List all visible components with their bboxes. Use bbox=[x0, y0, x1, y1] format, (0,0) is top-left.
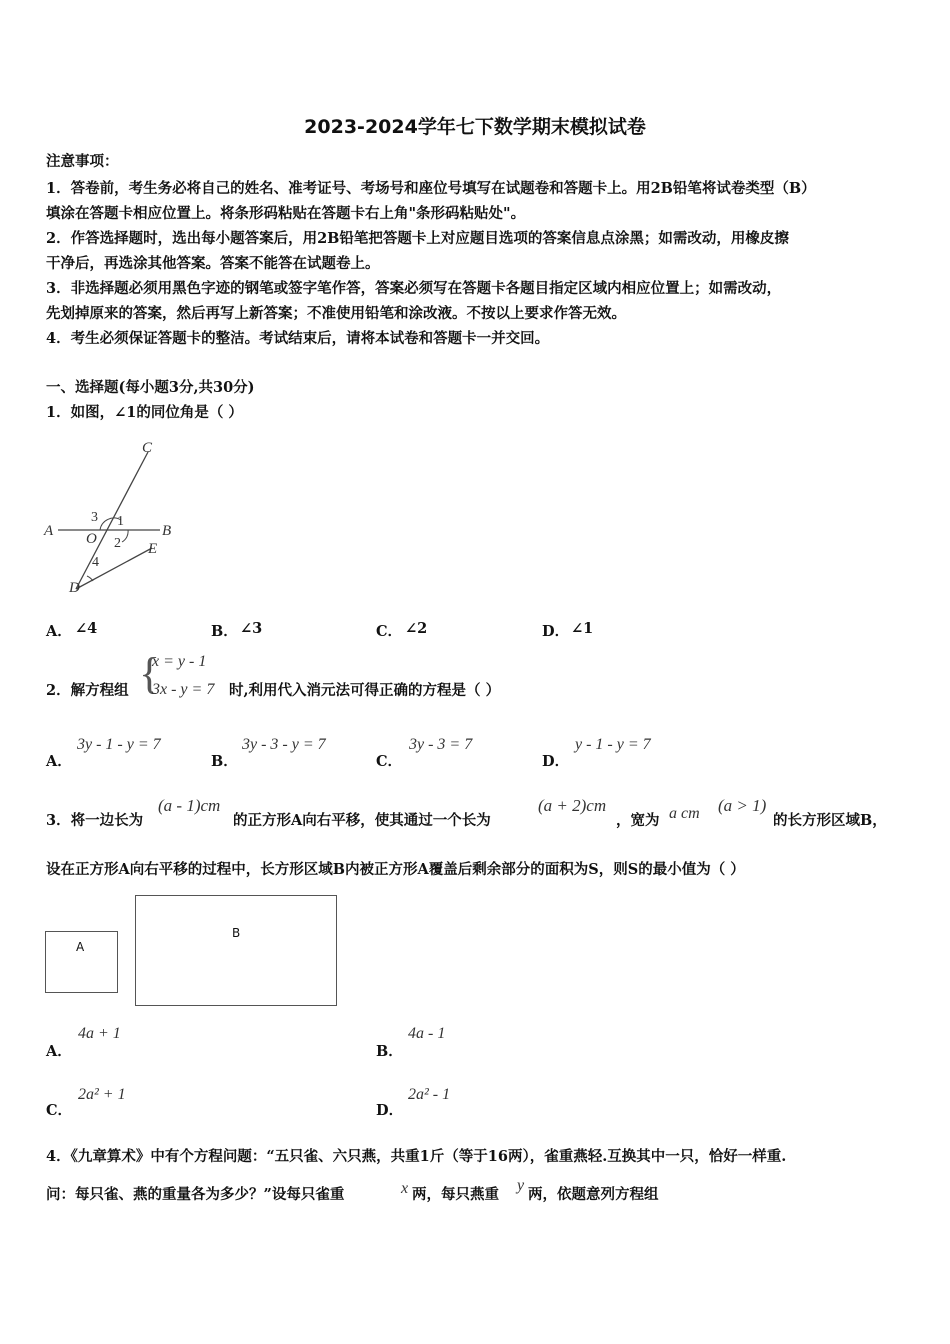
notice-heading: 注意事项： bbox=[46, 153, 119, 170]
option-text: ∠2 bbox=[405, 620, 428, 637]
option-label: A． bbox=[46, 1043, 72, 1060]
option-text: 4a - 1 bbox=[408, 1025, 446, 1042]
variable-x: x bbox=[401, 1180, 409, 1197]
option-label: B． bbox=[211, 753, 238, 770]
square-a-label: A bbox=[76, 940, 85, 954]
option-text: 3y - 3 = 7 bbox=[409, 736, 473, 753]
question-3-text: ，宽为 bbox=[616, 812, 660, 829]
question-3-text: 的长方形区域B， bbox=[773, 812, 887, 829]
notice-line: 先划掉原来的答案，然后再写上新答案；不准使用铅笔和涂改液。不按以上要求作答无效。 bbox=[46, 305, 626, 322]
angle-3-label: 3 bbox=[91, 510, 98, 525]
option-label: C． bbox=[376, 623, 403, 640]
math-expression: (a + 2)cm bbox=[538, 796, 607, 815]
question-1-stem: 1．如图，∠1的同位角是（ ） bbox=[46, 404, 243, 421]
angle-1-label: 1 bbox=[117, 514, 124, 529]
point-b-label: B bbox=[162, 523, 172, 539]
brace-symbol: { bbox=[139, 649, 161, 698]
notice-line: 1．答卷前，考生务必将自己的姓名、准考证号、考场号和座位号填写在试题卷和答题卡上。用2B铅笔将试卷类型（B） bbox=[46, 180, 816, 197]
question-4-line: 两，每只燕重 bbox=[412, 1186, 499, 1203]
option-label: B． bbox=[376, 1043, 403, 1060]
point-o-label: O bbox=[86, 531, 97, 547]
question-4-line: 4．《九章算术》中有个方程问题：“五只雀、六只燕，共重1斤（等于16两），雀重燕轻.互换其中一只，恰好一样重. bbox=[46, 1148, 787, 1165]
option-text: ∠1 bbox=[571, 620, 594, 637]
point-c-label: C bbox=[142, 440, 153, 456]
angle-4-label: 4 bbox=[92, 555, 99, 570]
math-expression: a cm bbox=[669, 805, 700, 822]
option-label: D． bbox=[542, 623, 570, 640]
variable-y: y bbox=[517, 1177, 525, 1194]
option-label: B． bbox=[211, 623, 238, 640]
square-a bbox=[45, 931, 118, 993]
math-expression: (a - 1)cm bbox=[158, 796, 221, 815]
equation-2: 3x - y = 7 bbox=[152, 681, 215, 698]
point-a-label: A bbox=[44, 523, 54, 539]
angle-2-label: 2 bbox=[114, 536, 121, 551]
option-text: 3y - 3 - y = 7 bbox=[242, 736, 326, 753]
option-label: C． bbox=[46, 1102, 73, 1119]
notice-line: 2．作答选择题时，选出每小题答案后，用2B铅笔把答题卡上对应题目选项的答案信息点涂黑；如需改动，用橡皮擦 bbox=[46, 230, 789, 247]
point-e-label: E bbox=[148, 541, 158, 557]
option-text: 2a² - 1 bbox=[408, 1086, 451, 1103]
rectangle-b-label: B bbox=[232, 926, 241, 940]
question-2-stem-suffix: 时,利用代入消元法可得正确的方程是（ ） bbox=[229, 682, 501, 699]
option-text: 4a + 1 bbox=[78, 1025, 121, 1042]
question-3-text: 的正方形A向右平移，使其通过一个长为 bbox=[233, 812, 491, 829]
option-label: D． bbox=[376, 1102, 404, 1119]
question-4-line: 两，依题意列方程组 bbox=[528, 1186, 659, 1203]
angle-figure bbox=[40, 436, 190, 598]
option-text: ∠4 bbox=[75, 620, 98, 637]
rectangle-b bbox=[135, 895, 337, 1006]
notice-line: 干净后，再选涂其他答案。答案不能答在试题卷上。 bbox=[46, 255, 380, 272]
option-label: A． bbox=[46, 753, 72, 770]
math-expression: (a > 1) bbox=[718, 796, 767, 815]
option-text: ∠3 bbox=[240, 620, 263, 637]
notice-line: 4．考生必须保证答题卡的整洁。考试结束后，请将本试卷和答题卡一并交回。 bbox=[46, 330, 550, 347]
section-heading: 一、选择题(每小题3分,共30分) bbox=[46, 379, 255, 396]
option-text: 2a² + 1 bbox=[78, 1086, 126, 1103]
point-d-label: D bbox=[69, 580, 80, 596]
option-text: y - 1 - y = 7 bbox=[575, 736, 651, 753]
question-2-stem: 2．解方程组 bbox=[46, 682, 129, 699]
notice-line: 3．非选择题必须用黑色字迹的钢笔或签字笔作答，答案必须写在答题卡各题目指定区域内相应位置上；如需改动， bbox=[46, 280, 782, 297]
question-3-text: 设在正方形A向右平移的过程中，长方形区域B内被正方形A覆盖后剩余部分的面积为S，则S的最小值为（ ） bbox=[46, 861, 745, 878]
option-label: A． bbox=[46, 623, 72, 640]
question-4-line: 问：每只雀、燕的重量各为多少？”设每只雀重 bbox=[46, 1186, 345, 1203]
notice-line: 填涂在答题卡相应位置上。将条形码粘贴在答题卡右上角"条形码粘贴处"。 bbox=[46, 205, 526, 222]
option-label: D． bbox=[542, 753, 570, 770]
equation-1: x = y - 1 bbox=[152, 653, 207, 670]
question-3-text: 3．将一边长为 bbox=[46, 812, 144, 829]
option-label: C． bbox=[376, 753, 403, 770]
option-text: 3y - 1 - y = 7 bbox=[77, 736, 161, 753]
page-title: 2023-2024学年七下数学期末模拟试卷 bbox=[304, 116, 646, 138]
